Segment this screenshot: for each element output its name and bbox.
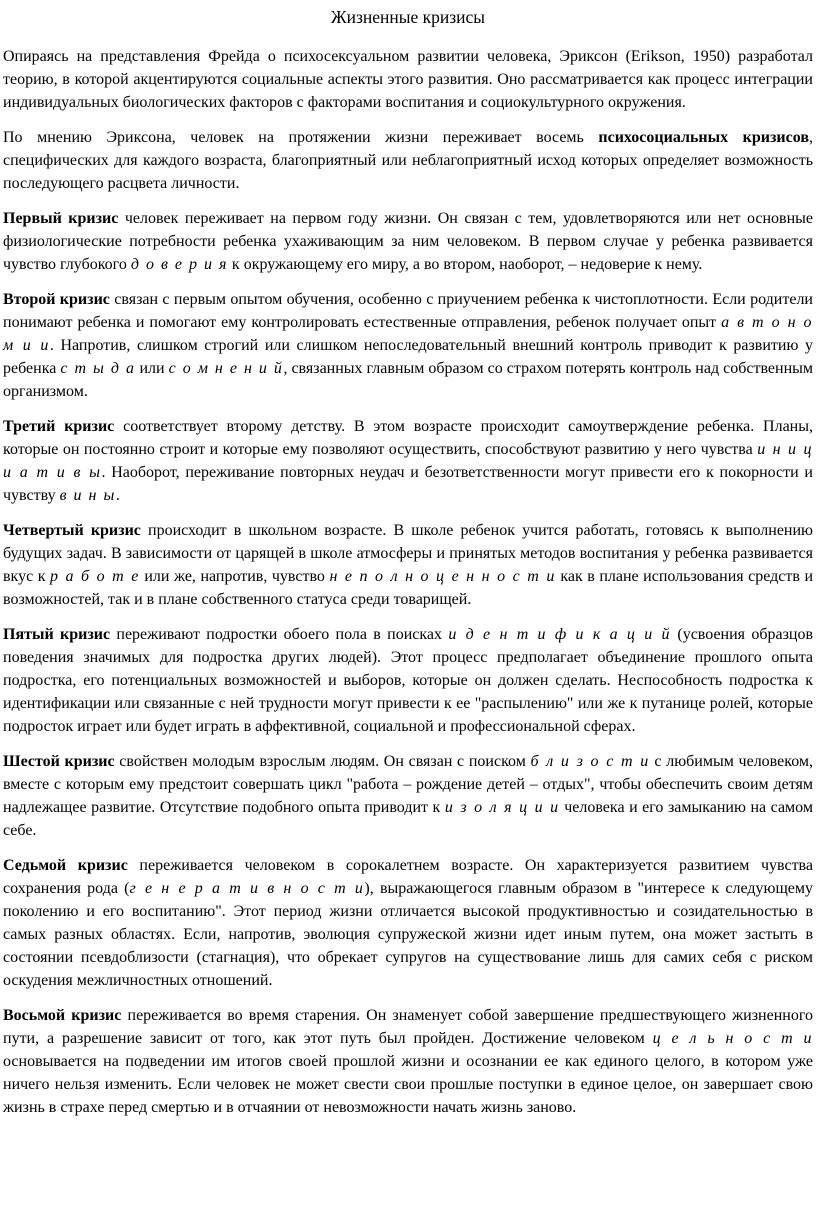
paragraph [3, 207, 813, 276]
text-run-italic: и з о л я ц и и [444, 799, 560, 816]
paragraph [3, 415, 813, 507]
text-run-italic: н е п о л н о ц е н н о с т и [329, 568, 556, 585]
text-run-bold: Пятый кризис [3, 626, 111, 643]
text-run-bold: Четвертый кризис [3, 522, 141, 539]
paragraph [3, 288, 813, 403]
text-run-bold: Шестой кризис [3, 753, 115, 770]
text-run-normal: происходит в школьном возрасте. В школе ребенок учится работать, готовясь к выполнению будущих задач. В зависимости от царящей в школе атмосферы и принятых методов воспитания у ребенка развивается вкус к [3, 522, 813, 585]
text-run-normal: как в плане использования средств и возможностей, так и в плане собственного статуса среди товарищей. [3, 568, 813, 608]
text-run-italic: р а б о т е [50, 568, 140, 585]
text-run-normal: переживается во время старения. Он знаменует собой завершение предшествующего жизненного пути, а разрешение зависит от того, как этот путь был пройден. Достижение человеком [3, 1007, 814, 1047]
text-run-italic: с т ы д а [60, 360, 136, 377]
text-run-normal: , связанных главным образом со страхом потерять контроль над собственным организмом. [3, 360, 814, 400]
text-run-italic: б л и з о с т и [530, 753, 650, 770]
text-run-normal: ), выражающегося главным образом в "интересе к следующему поколению и его воспитанию". Этот период жизни отличается высокой продуктивностью и созидательностью в самых разных областях. Если, напротив, эволюция супружеской жизни идет иным путем, она может застыть в состоянии псевдоблизости (стагнация), что обрекает супругов на существование лишь для самих себя с риском оскудения межличностных отношений. [3, 880, 813, 989]
text-run-normal: , специфических для каждого возраста, благоприятный или неблагоприятный исход которых определяет возможность последующего расцвета личности. [3, 129, 813, 192]
text-run-italic: и д е н т и ф и к а ц и й [448, 626, 672, 643]
text-run-normal: или же, напротив, чувство [139, 568, 330, 585]
paragraph [3, 623, 813, 738]
text-run-normal: переживается человеком в сорокалетнем возрасте. Он характеризуется развитием чувства сохранения рода ( [3, 857, 813, 897]
text-run-normal: (усвоения образцов поведения значимых для подростка других людей). Этот процесс предполагает объединение прошлого опыта подростка, его потенциальных возможностей и выборов, которые он должен сделать. Неспособность подростка к идентификации или связанные с ней трудности могут привести к ее "распылению" или же к путанице ролей, которые подросток играет или будет играть в аффективной, социальной и профессиональной сферах. [3, 626, 814, 735]
paragraph [3, 1004, 813, 1119]
text-run-bold: Первый кризис [3, 210, 119, 227]
text-run-normal: . Наоборот, переживание повторных неудач и безответственности могут привести его к покорности и чувству [3, 464, 813, 504]
paragraph [3, 45, 813, 114]
document-title: Жизненные кризисы [330, 7, 486, 27]
paragraph [3, 519, 813, 611]
text-run-italic: ц е л ь н о с т и [652, 1030, 814, 1047]
text-run-bold: Третий кризис [3, 418, 115, 435]
text-run-normal: соответствует второму детству. В этом возрасте происходит самоутверждение ребенка. Планы, которые он постоянно строит и которые ему позволяют осуществить, способствуют развитию у него чувства [3, 418, 813, 458]
text-run-normal: свойствен молодым взрослым людям. Он связан с поиском [114, 753, 531, 770]
text-run-italic: д о в е р и я [130, 256, 228, 273]
text-run-bold: Восьмой кризис [3, 1007, 122, 1024]
text-run-italic: а в т о н о м и и [3, 314, 814, 354]
text-run-italic: с о м н е н и й [168, 360, 284, 377]
text-run-normal: человека и его замыканию на самом себе. [3, 799, 814, 839]
paragraph [3, 126, 813, 195]
text-run-bold: психосоциальных кризисов [598, 129, 809, 146]
text-run-normal: человек переживает на первом году жизни. Он связан с тем, удовлетворяются или нет основные физиологические потребности ребенка ухаживающим за ним человеком. В первом случае у ребенка развивается чувство глубокого [3, 210, 813, 273]
paragraph [3, 750, 813, 842]
text-run-normal: с любимым человеком, вместе с которым ему предстоит совершать цикл "работа – рождение детей – отдых", чтобы обеспечить своим детям надлежащее развитие. Отсутствие подобного опыта приводит к [3, 753, 814, 816]
text-run-normal: или [135, 360, 169, 377]
document-body [3, 45, 813, 1119]
text-run-italic: в и н ы [59, 487, 116, 504]
text-run-normal: к окружающему его миру, а во втором, наоборот, – недоверие к нему. [227, 256, 703, 273]
text-run-italic: г е н е р а т и в н о с т и [129, 880, 365, 897]
text-run-normal: основывается на подведении им итогов своей прошлой жизни и осознании ее как единого целого, в котором уже ничего нельзя изменить. Если человек не может свести свои прошлые поступки в единое целое, он завершает свою жизнь в страхе перед смертью и в отчаянии от невозможности начать жизнь заново. [3, 1053, 813, 1116]
text-run-normal: . Напротив, слишком строгий или слишком непоследовательный внешний контроль приводит к развитию у ребенка [3, 337, 813, 377]
text-run-normal: связан с первым опытом обучения, особенно с приучением ребенка к чистоплотности. Если родители понимают ребенка и помогают ему контролировать естественные отправления, ребенок получает опыт [3, 291, 813, 331]
text-run-normal: переживают подростки обоего пола в поисках [110, 626, 449, 643]
paragraph [3, 854, 813, 992]
text-run-normal: По мнению Эриксона, человек на протяжении жизни переживает восемь [3, 129, 599, 146]
text-run-italic: и н и ц и а т и в ы [3, 441, 813, 481]
text-run-normal: Опираясь на представления Фрейда о психосексуальном развитии человека, Эриксон (Erikson, 1950) разработал теорию, в которой акцентируются социальные аспекты этого развития. Оно рассматривается как процесс интеграции индивидуальных биологических факторов с факторами воспитания и социокультурного окружения. [3, 48, 813, 111]
text-run-normal: . [115, 487, 120, 504]
text-run-bold: Второй кризис [3, 291, 110, 308]
text-run-bold: Седьмой кризис [3, 857, 128, 874]
